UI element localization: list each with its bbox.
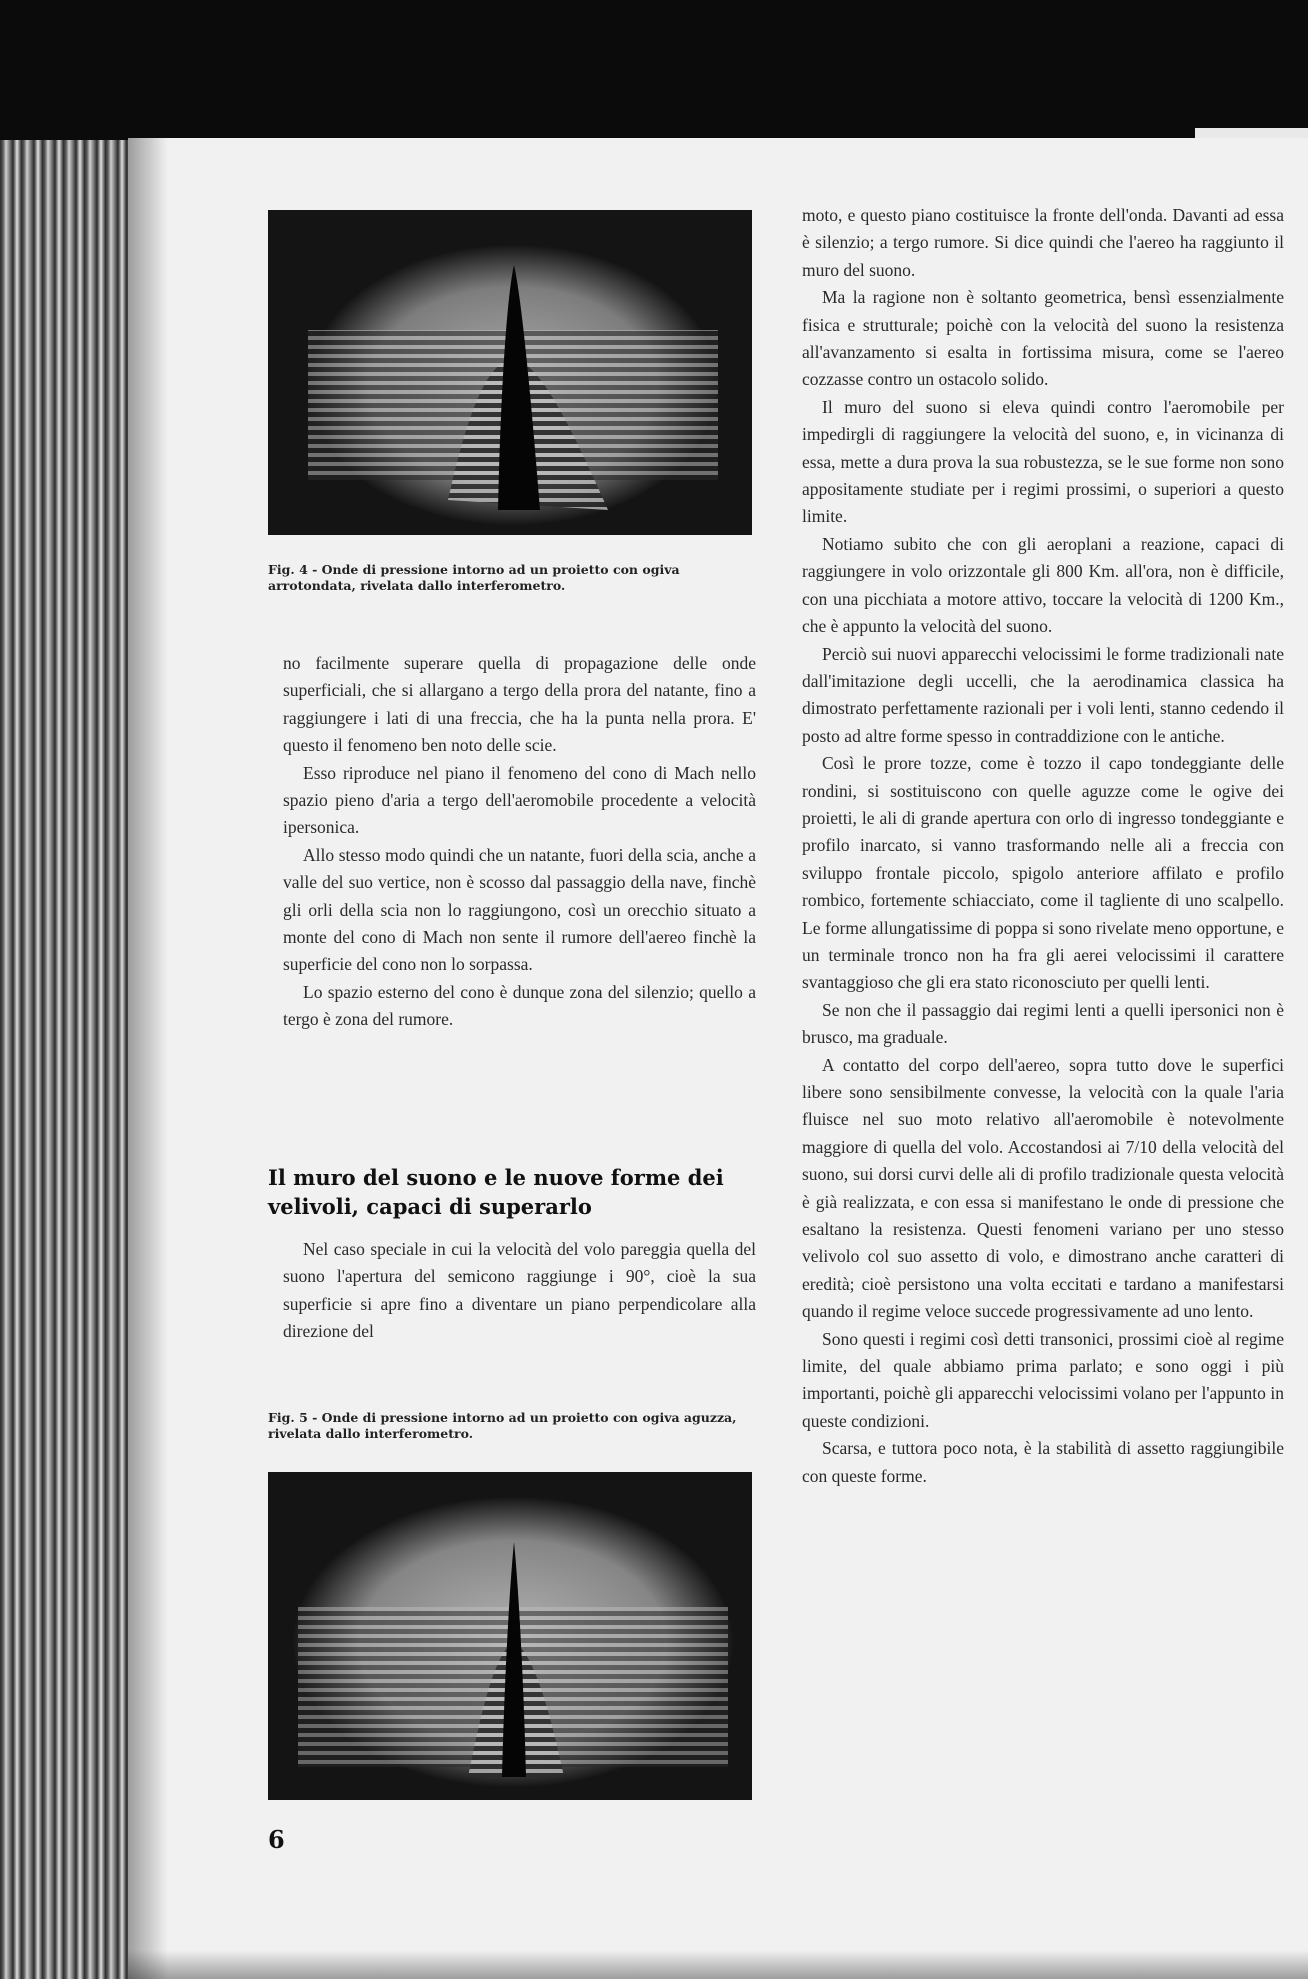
left-paragraph-2: Esso riproduce nel piano il fenomeno del cono di Mach nello spazio pieno d'aria a tergo dell'aeromobile procedente a velocità ipersonica. [283, 762, 756, 838]
left-column-text-2 [283, 1236, 756, 1346]
page-number: 6 [268, 1825, 285, 1854]
right-paragraph-6: Così le prore tozze, come è tozzo il capo tondeggiante delle rondini, si sostituiscono con quelle aguzze come le ogive dei proietti, le ali di grande apertura con orlo di ingresso tondeggiante e profilo inarcato, si vanno trasformando nelle ali a freccia con sviluppo frontale piccolo, spigolo anteriore affilato e profilo rombico, fortemente schiacciato, come il tagliente di uno scalpello. Le forme allungatissime di poppa si sono rivelate meno opportune, e un terminale tronco non ha fra gli aerei velocissimi il carattere svantaggioso che gli era stato riconosciuto per quelli lenti. [802, 753, 1284, 993]
left-paragraph-1: no facilmente superare quella di propagazione delle onde superficiali, che si allargano a tergo della prora del natante, fino a raggiungere i lati di una freccia, che ha la punta nella prora. E' questo il fenomeno ben noto delle scie. [283, 653, 756, 756]
right-paragraph-2: Ma la ragione non è soltanto geometrica, bensì essenzialmente fisica e strutturale; poichè con la velocità del suono la resistenza all'avanzamento si esalta in fortissima misura, come se l'aereo cozzasse contro un ostacolo solido. [802, 287, 1284, 390]
right-paragraph-8: A contatto del corpo dell'aereo, sopra tutto dove le superfici libere sono sensibilmente convesse, la velocità con la quale l'aria fluisce nel suo moto relativo all'aeromobile è notevolmente maggiore di quella del volo. Accostandosi ai 7/10 della velocità del suono, sui dorsi curvi delle ali di profilo tradizionale questa velocità è già realizzata, e con essa si manifestano le onde di pressione che esaltano la resistenza. Questi fenomeni variano per uno stesso velivolo col suo assetto di volo, e dimostrano anche caratteri di eredità; cioè persistono una volta eccitati e tardano a manifestarsi quando il regime veloce succede progressivamente ad uno lento. [802, 1054, 1284, 1322]
right-paragraph-1: moto, e questo piano costituisce la fronte dell'onda. Davanti ad essa è silenzio; a tergo rumore. Si dice quindi che l'aereo ha raggiunto il muro del suono. [802, 205, 1284, 280]
left-paragraph-5: Nel caso speciale in cui la velocità del volo pareggia quella del suono l'apertura del semicono raggiunge i 90°, cioè la sua superficie si apre fino a diventare un piano perpendicolare alla direzione del [283, 1239, 756, 1342]
right-paragraph-4: Notiamo subito che con gli aeroplani a reazione, capaci di raggiungere in volo orizzontale gli 800 Km. all'ora, non è difficile, con una picchiata a motore attivo, toccare la velocità di 1200 Km., che è appunto la velocità del suono. [802, 533, 1284, 637]
left-paragraph-3: Allo stesso modo quindi che un natante, fuori della scia, anche a valle del suo vertice, non è scosso dal passaggio della nave, finchè gli orli della scia non lo raggiungono, così un orecchio situato a monte del cono di Mach non sente il rumore dell'aereo finchè la superficie del cono non lo sorpassa. [283, 844, 756, 975]
right-paragraph-7: Se non che il passaggio dai regimi lenti a quelli ipersonici non è brusco, ma graduale. [802, 999, 1284, 1048]
figure-4-photo [268, 210, 752, 535]
book-page-edges [0, 140, 140, 1979]
right-column-text [802, 202, 1284, 1490]
figure-5-photo [268, 1472, 752, 1800]
right-paragraph-9: Sono questi i regimi così detti transonici, prossimi cioè al regime limite, del quale abbiamo prima parlato; e sono oggi i più importanti, poichè gli apparecchi velocissimi volano per l'appunto in queste condizioni. [802, 1328, 1284, 1431]
section-heading: Il muro del suono e le nuove forme dei velivoli, capaci di superarlo [268, 1165, 724, 1219]
bottom-shadow [128, 1950, 1308, 1979]
gutter-shadow [128, 138, 168, 1979]
left-paragraph-4: Lo spazio esterno del cono è dunque zona del silenzio; quello a tergo è zona del rumore. [283, 981, 756, 1030]
left-column-text [283, 650, 756, 1034]
scan-top-right-border [1195, 0, 1308, 125]
scan-top-border [0, 0, 1308, 140]
right-paragraph-5: Perciò sui nuovi apparecchi velocissimi le forme tradizionali nate dall'imitazione degli uccelli, che la aerodinamica classica ha dimostrato perfettamente razionali per i voli lenti, stanno cedendo il posto ad altre forme spesso in contraddizione con le antiche. [802, 643, 1284, 746]
right-paragraph-3: Il muro del suono si eleva quindi contro l'aeromobile per impedirgli di raggiungere la velocità del suono, e, in vicinanza di essa, mette a dura prova la sua robustezza, se le sue forme non sono appositamente studiate per i regimi prossimi, o superiori a questo limite. [802, 396, 1284, 527]
right-paragraph-10: Scarsa, e tuttora poco nota, è la stabilità di assetto raggiungibile con queste forme. [802, 1438, 1284, 1486]
figure-5-caption: Fig. 5 - Onde di pressione intorno ad un proietto con ogiva aguzza, rivelata dallo interferometro. [268, 1410, 737, 1441]
figure-4-caption: Fig. 4 - Onde di pressione intorno ad un proietto con ogiva arrotondata, rivelata dallo interferometro. [268, 562, 680, 593]
